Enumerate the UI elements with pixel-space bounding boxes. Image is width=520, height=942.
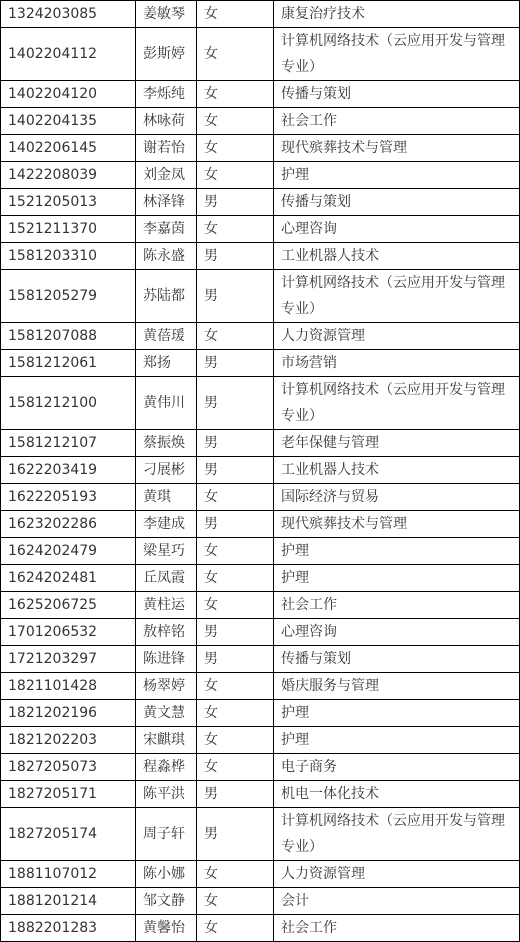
student-id-cell: 1622205193 xyxy=(1,484,136,511)
student-major-cell: 心理咨询 xyxy=(274,216,520,243)
student-id-cell: 1821202196 xyxy=(1,700,136,727)
student-major-cell: 社会工作 xyxy=(274,592,520,619)
student-id-cell: 1624202481 xyxy=(1,565,136,592)
student-id-cell: 1881201214 xyxy=(1,888,136,915)
student-major-cell: 工业机器人技术 xyxy=(274,243,520,270)
student-name-cell: 陈进锋 xyxy=(136,646,197,673)
student-gender-cell: 女 xyxy=(197,28,274,81)
table-row xyxy=(1,270,520,323)
student-name-cell: 周子轩 xyxy=(136,808,197,861)
student-gender-cell: 男 xyxy=(197,189,274,216)
table-row xyxy=(1,243,520,270)
student-gender-cell: 男 xyxy=(197,511,274,538)
student-name-cell: 李建成 xyxy=(136,511,197,538)
student-major-cell: 现代殡葬技术与管理 xyxy=(274,511,520,538)
student-id-cell: 1827205171 xyxy=(1,781,136,808)
student-gender-cell: 女 xyxy=(197,727,274,754)
student-id-cell: 1827205174 xyxy=(1,808,136,861)
student-major-cell: 社会工作 xyxy=(274,108,520,135)
student-name-cell: 苏陆都 xyxy=(136,270,197,323)
student-gender-cell: 女 xyxy=(197,216,274,243)
table-row xyxy=(1,457,520,484)
student-id-cell: 1581212100 xyxy=(1,377,136,430)
student-name-cell: 刁展彬 xyxy=(136,457,197,484)
student-name-cell: 敖梓铭 xyxy=(136,619,197,646)
student-gender-cell: 女 xyxy=(197,754,274,781)
table-row xyxy=(1,108,520,135)
student-id-cell: 1521205013 xyxy=(1,189,136,216)
student-major-cell: 人力资源管理 xyxy=(274,323,520,350)
student-gender-cell: 女 xyxy=(197,81,274,108)
student-name-cell: 黄馨怡 xyxy=(136,915,197,942)
student-name-cell: 杨翠婷 xyxy=(136,673,197,700)
student-name-cell: 蔡振焕 xyxy=(136,430,197,457)
table-row xyxy=(1,511,520,538)
table-row xyxy=(1,646,520,673)
student-major-cell: 社会工作 xyxy=(274,915,520,942)
student-name-cell: 李烁纯 xyxy=(136,81,197,108)
student-major-cell: 人力资源管理 xyxy=(274,861,520,888)
student-gender-cell: 女 xyxy=(197,323,274,350)
student-name-cell: 陈小娜 xyxy=(136,861,197,888)
student-id-cell: 1402204120 xyxy=(1,81,136,108)
student-gender-cell: 男 xyxy=(197,457,274,484)
table-row xyxy=(1,377,520,430)
student-gender-cell: 女 xyxy=(197,1,274,28)
table-row xyxy=(1,781,520,808)
student-name-cell: 梁星巧 xyxy=(136,538,197,565)
student-major-cell: 传播与策划 xyxy=(274,646,520,673)
student-id-cell: 1821101428 xyxy=(1,673,136,700)
student-name-cell: 程淼桦 xyxy=(136,754,197,781)
student-gender-cell: 男 xyxy=(197,350,274,377)
student-major-cell: 市场营销 xyxy=(274,350,520,377)
student-id-cell: 1625206725 xyxy=(1,592,136,619)
student-major-cell: 康复治疗技术 xyxy=(274,1,520,28)
student-id-cell: 1581203310 xyxy=(1,243,136,270)
student-name-cell: 陈永盛 xyxy=(136,243,197,270)
student-gender-cell: 男 xyxy=(197,808,274,861)
student-name-cell: 丘凤霞 xyxy=(136,565,197,592)
student-id-cell: 1827205073 xyxy=(1,754,136,781)
table-row xyxy=(1,323,520,350)
student-id-cell: 1422208039 xyxy=(1,162,136,189)
student-name-cell: 黄蓓瑗 xyxy=(136,323,197,350)
table-row xyxy=(1,538,520,565)
student-gender-cell: 女 xyxy=(197,861,274,888)
student-gender-cell: 女 xyxy=(197,162,274,189)
student-gender-cell: 男 xyxy=(197,377,274,430)
table-row xyxy=(1,888,520,915)
table-row xyxy=(1,189,520,216)
student-gender-cell: 女 xyxy=(197,108,274,135)
student-major-cell: 工业机器人技术 xyxy=(274,457,520,484)
student-name-cell: 黄文慧 xyxy=(136,700,197,727)
student-name-cell: 邹文静 xyxy=(136,888,197,915)
student-major-cell: 护理 xyxy=(274,162,520,189)
student-major-cell: 会计 xyxy=(274,888,520,915)
table-row xyxy=(1,592,520,619)
student-major-cell: 电子商务 xyxy=(274,754,520,781)
student-gender-cell: 女 xyxy=(197,484,274,511)
student-major-cell: 老年保健与管理 xyxy=(274,430,520,457)
student-name-cell: 谢若怡 xyxy=(136,135,197,162)
table-row xyxy=(1,619,520,646)
student-id-cell: 1623202286 xyxy=(1,511,136,538)
student-id-cell: 1624202479 xyxy=(1,538,136,565)
table-row xyxy=(1,565,520,592)
student-gender-cell: 女 xyxy=(197,673,274,700)
student-gender-cell: 女 xyxy=(197,538,274,565)
student-gender-cell: 女 xyxy=(197,888,274,915)
student-major-cell: 传播与策划 xyxy=(274,81,520,108)
table-row xyxy=(1,162,520,189)
student-major-cell: 现代殡葬技术与管理 xyxy=(274,135,520,162)
student-gender-cell: 女 xyxy=(197,700,274,727)
student-name-cell: 黄伟川 xyxy=(136,377,197,430)
student-gender-cell: 男 xyxy=(197,781,274,808)
table-row xyxy=(1,28,520,81)
table-row xyxy=(1,673,520,700)
table-row xyxy=(1,135,520,162)
roster-table-body xyxy=(1,1,520,942)
student-major-cell: 护理 xyxy=(274,565,520,592)
student-id-cell: 1721203297 xyxy=(1,646,136,673)
student-id-cell: 1581212061 xyxy=(1,350,136,377)
table-row xyxy=(1,861,520,888)
student-name-cell: 林泽锋 xyxy=(136,189,197,216)
student-major-cell: 计算机网络技术（云应用开发与管理专业） xyxy=(274,377,520,430)
table-row xyxy=(1,350,520,377)
student-gender-cell: 女 xyxy=(197,592,274,619)
student-gender-cell: 女 xyxy=(197,915,274,942)
student-id-cell: 1402206145 xyxy=(1,135,136,162)
student-id-cell: 1821202203 xyxy=(1,727,136,754)
table-row xyxy=(1,808,520,861)
table-row xyxy=(1,1,520,28)
student-id-cell: 1521211370 xyxy=(1,216,136,243)
student-gender-cell: 女 xyxy=(197,565,274,592)
student-name-cell: 彭斯婷 xyxy=(136,28,197,81)
student-major-cell: 心理咨询 xyxy=(274,619,520,646)
student-major-cell: 计算机网络技术（云应用开发与管理专业） xyxy=(274,270,520,323)
student-name-cell: 姜敏琴 xyxy=(136,1,197,28)
table-row xyxy=(1,430,520,457)
student-gender-cell: 男 xyxy=(197,646,274,673)
student-name-cell: 林咏荷 xyxy=(136,108,197,135)
student-name-cell: 黄琪 xyxy=(136,484,197,511)
student-major-cell: 国际经济与贸易 xyxy=(274,484,520,511)
student-major-cell: 传播与策划 xyxy=(274,189,520,216)
student-id-cell: 1881107012 xyxy=(1,861,136,888)
student-id-cell: 1324203085 xyxy=(1,1,136,28)
student-major-cell: 计算机网络技术（云应用开发与管理专业） xyxy=(274,28,520,81)
student-name-cell: 黄柱运 xyxy=(136,592,197,619)
table-row xyxy=(1,216,520,243)
table-row xyxy=(1,484,520,511)
student-id-cell: 1581212107 xyxy=(1,430,136,457)
table-row xyxy=(1,915,520,942)
table-row xyxy=(1,81,520,108)
student-name-cell: 刘金凤 xyxy=(136,162,197,189)
student-gender-cell: 男 xyxy=(197,619,274,646)
student-id-cell: 1402204112 xyxy=(1,28,136,81)
student-gender-cell: 男 xyxy=(197,430,274,457)
student-major-cell: 护理 xyxy=(274,727,520,754)
student-id-cell: 1402204135 xyxy=(1,108,136,135)
student-major-cell: 计算机网络技术（云应用开发与管理专业） xyxy=(274,808,520,861)
student-id-cell: 1882201283 xyxy=(1,915,136,942)
student-name-cell: 宋麒琪 xyxy=(136,727,197,754)
student-name-cell: 李嘉茵 xyxy=(136,216,197,243)
table-row xyxy=(1,754,520,781)
table-row xyxy=(1,727,520,754)
student-id-cell: 1622203419 xyxy=(1,457,136,484)
student-major-cell: 护理 xyxy=(274,700,520,727)
table-row xyxy=(1,700,520,727)
student-gender-cell: 女 xyxy=(197,135,274,162)
student-major-cell: 护理 xyxy=(274,538,520,565)
student-id-cell: 1581205279 xyxy=(1,270,136,323)
student-name-cell: 郑扬 xyxy=(136,350,197,377)
student-id-cell: 1581207088 xyxy=(1,323,136,350)
student-id-cell: 1701206532 xyxy=(1,619,136,646)
student-gender-cell: 男 xyxy=(197,243,274,270)
student-name-cell: 陈平洪 xyxy=(136,781,197,808)
student-gender-cell: 男 xyxy=(197,270,274,323)
student-major-cell: 机电一体化技术 xyxy=(274,781,520,808)
student-major-cell: 婚庆服务与管理 xyxy=(274,673,520,700)
